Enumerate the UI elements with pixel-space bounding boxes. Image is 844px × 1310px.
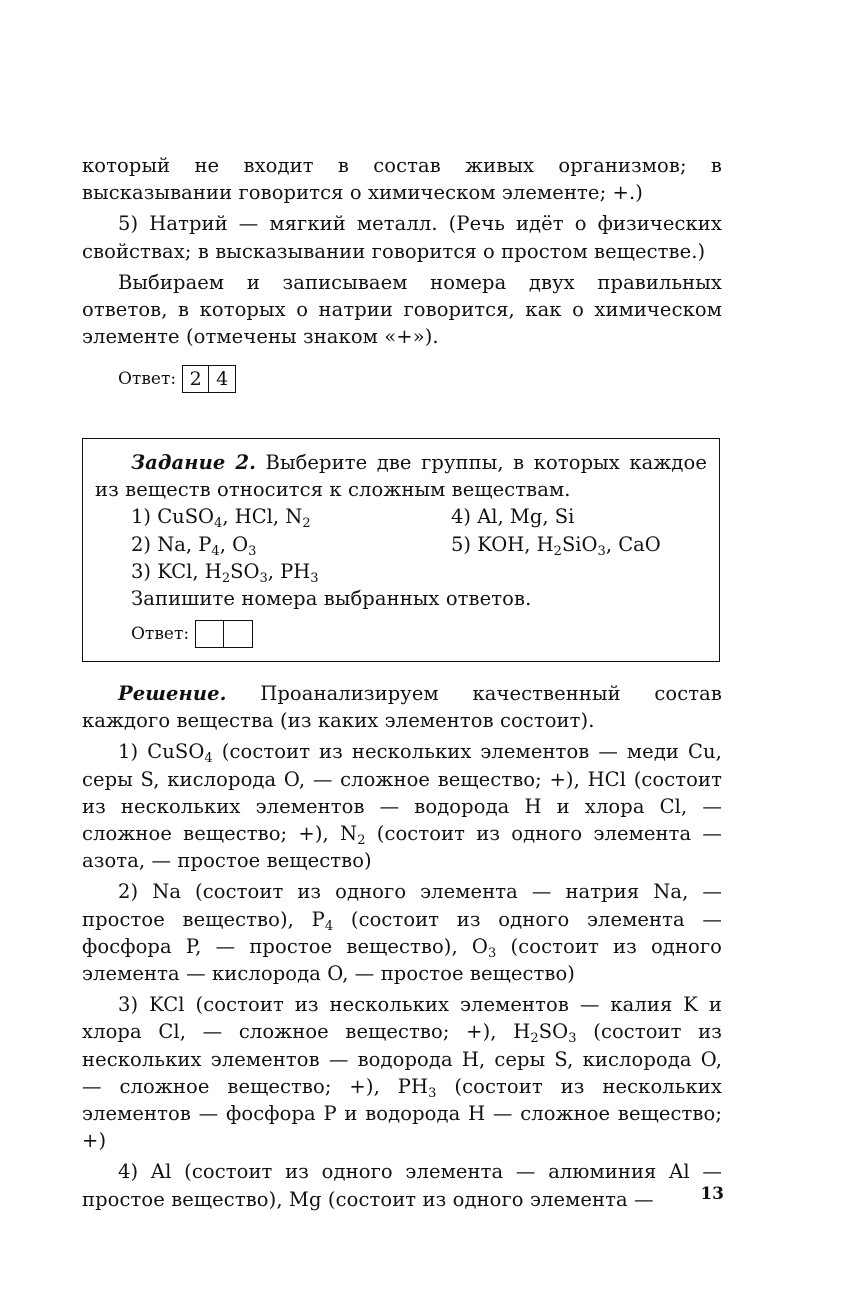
answer-cells xyxy=(182,365,236,393)
solution-item-3: 3) KCl (состоит из нескольких элементов — калия K и хлора Cl, — сложное вещество; +), $H_2SO_3$ (состоит из нескольких элементов — водорода H, серы S, кислорода O, — сложное вещество; +), $PH_3$ (состоит из нескольких элементов — фосфора P и водорода H — сложное вещество; +) xyxy=(82,993,722,1153)
task-statement xyxy=(95,449,707,503)
task-answer-label: Ответ: xyxy=(131,624,190,645)
intro-paragraph-2: 5) Натрий — мягкий металл. (Речь идёт о физических свойствах; в высказывании говорится о простом веществе.) xyxy=(82,212,722,263)
option-1: 1) CuSO$_4$, HCl, $N_2$ xyxy=(131,505,311,532)
intro-answer xyxy=(118,364,722,394)
task-note: Запишите номера выбранных ответов. xyxy=(131,587,532,611)
intro-paragraph-1: который не входит в состав живых организмов; в высказывании говорится о химическом элементе; +.) xyxy=(82,154,722,205)
task-options xyxy=(95,503,707,585)
solution-section xyxy=(82,680,722,1213)
answer-label: Ответ: xyxy=(118,369,177,390)
answer-cell-1: 2 xyxy=(183,366,209,392)
task-answer-cell-2[interactable] xyxy=(224,621,252,647)
option-3: 3) KCl, $H_2SO_3$, $PH_3$ xyxy=(131,559,319,586)
solution-intro: Решение. Проанализируем качественный состав каждого вещества (из каких элементов состоит). xyxy=(82,682,722,733)
task-answer xyxy=(131,620,707,648)
option-5: 5) KOH, $H_2SiO_3$, CaO xyxy=(451,532,661,559)
task-answer-cells[interactable] xyxy=(195,620,253,648)
option-4: 4) Al, Mg, Si xyxy=(451,505,575,529)
task-answer-cell-1[interactable] xyxy=(196,621,224,647)
solution-item-1: 1) CuSO$_4$ (состоит из нескольких элементов — меди Cu, серы S, кислорода O, — сложное вещество; +), HCl (состоит из нескольких элементов — водорода H и хлора Cl, — сложное вещество; +), $N_2$ (состоит из одного элемента — азота, — простое вещество) xyxy=(82,740,722,873)
intro-paragraph-3: Выбираем и записываем номера двух правильных ответов, в которых о натрии говорится, как о химическом элементе (отмечены знаком «+»). xyxy=(82,270,722,349)
answer-cell-2: 4 xyxy=(216,368,229,391)
intro-section xyxy=(82,152,722,394)
task-text: Выберите две группы, в которых каждое из веществ относится к сложным веществам. xyxy=(95,451,707,502)
task-box xyxy=(82,438,720,662)
solution-item-2: 2) Na (состоит из одного элемента — натрия Na, — простое вещество), $P_4$ (состоит из одного элемента — фосфора P, — простое вещество), $O_3$ (состоит из одного элемента — кислорода O, — простое вещество) xyxy=(82,880,723,986)
option-2: 2) Na, $P_4$, $O_3$ xyxy=(131,532,257,559)
solution-title: Решение. xyxy=(118,682,227,705)
page-number: 13 xyxy=(700,1184,724,1204)
solution-item-4: 4) Al (состоит из одного элемента — алюминия Al — простое вещество), Mg (состоит из одного элемента — xyxy=(82,1160,722,1211)
task-title: Задание 2. xyxy=(131,451,257,474)
